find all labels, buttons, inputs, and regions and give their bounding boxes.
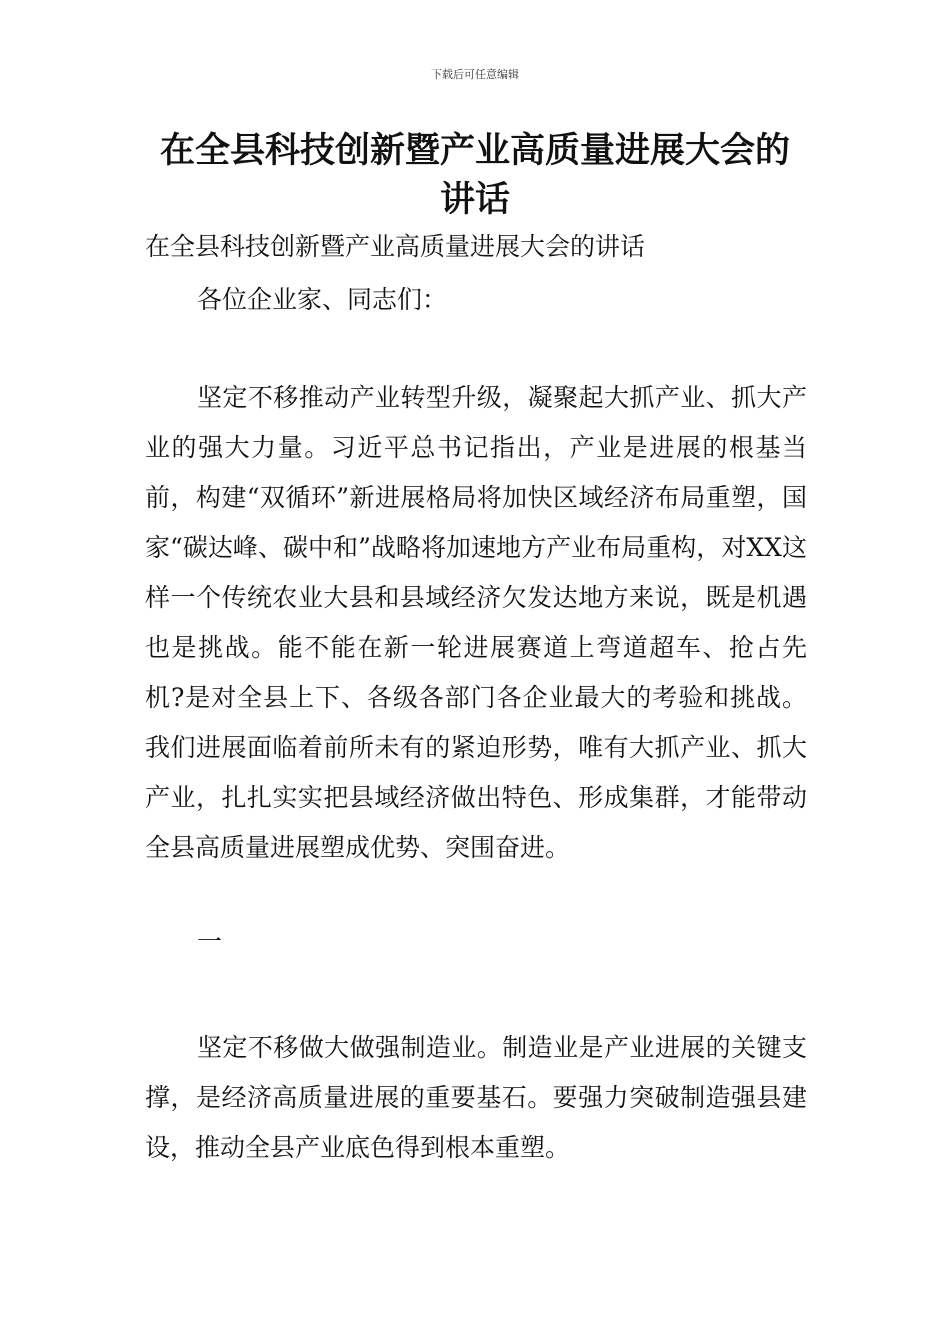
document-title-line-2: 讲话 bbox=[439, 180, 510, 220]
section-marker: 一 bbox=[197, 927, 223, 956]
subtitle: 在全县科技创新暨产业高质量进展大会的讲话 bbox=[145, 232, 646, 261]
header-note: 下载后可任意编辑 bbox=[431, 68, 519, 81]
paragraph-1: 坚定不移推动产业转型升级，凝聚起大抓产业、抓大产业的强大力量。习近平总书记指出，产业是进展的根基当前，构建“双循环”新进展格局将加快区域经济布局重塑，国家“碳达峰、碳中和”战略将加速地方产业布局重构，对XX这样一个传统农业大县和县域经济欠发达地方来说，既是机遇也是挑战。能不能在新一轮进展赛道上弯道超车、抢占先机?是对全县上下、各级各部门各企业最大的考验和挑战。我们进展面临着前所未有的紧迫形势，唯有大抓产业、抓大产业，扎扎实实把县域经济做出特色、形成集群，才能带动全县高质量进展塑成优势、突围奋进。 bbox=[145, 383, 807, 862]
document-title-line-1: 在全县科技创新暨产业高质量进展大会的 bbox=[159, 131, 790, 171]
salutation: 各位企业家、同志们： bbox=[197, 285, 448, 314]
paragraph-2: 坚定不移做大做强制造业。制造业是产业进展的关键支撑，是经济高质量进展的重要基石。要强力突破制造强县建设，推动全县产业底色得到根本重塑。 bbox=[145, 1033, 807, 1162]
